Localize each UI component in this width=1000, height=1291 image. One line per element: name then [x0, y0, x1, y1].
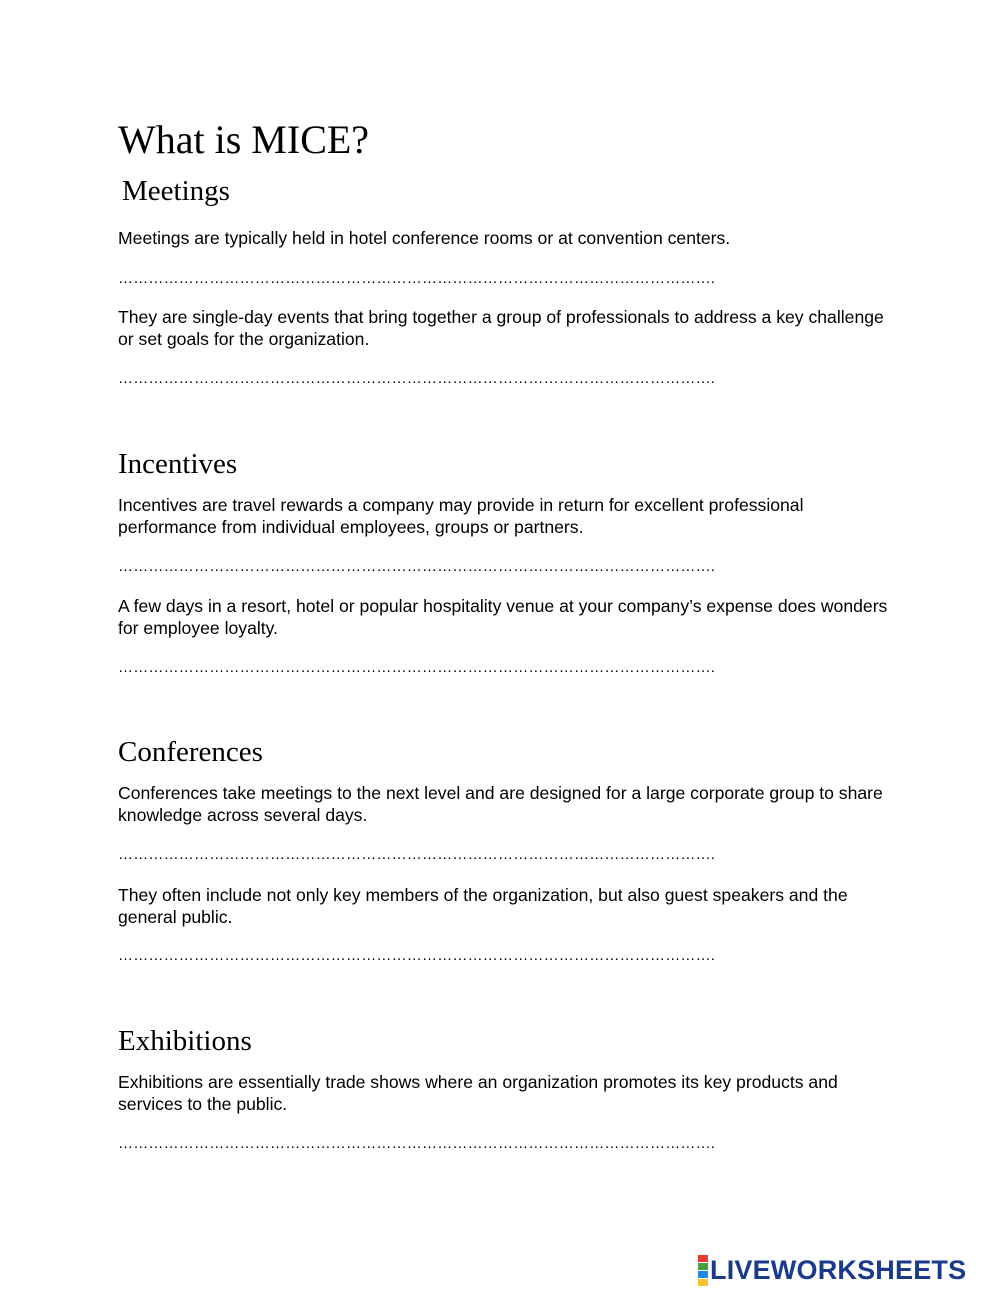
logo-block-yellow	[698, 1279, 708, 1286]
answer-line-conferences-1[interactable]: ……………………………………………………………………………………………………….	[118, 846, 716, 863]
answer-line-exhibitions-1[interactable]: ……………………………………………………………………………………………………….	[118, 1135, 716, 1152]
statement-conferences-2: They often include not only key members of the organization, but also guest speakers and the general public.	[118, 885, 848, 927]
section-heading-incentives: Incentives	[118, 448, 238, 480]
logo-block-blue	[698, 1271, 708, 1278]
statement-conferences-1: Conferences take meetings to the next level and are designed for a large corporate group to share knowledge across several days.	[118, 783, 883, 825]
statement-exhibitions-1: Exhibitions are essentially trade shows where an organization promotes its key products and services to the public.	[118, 1072, 838, 1114]
answer-line-incentives-2[interactable]: ……………………………………………………………………………………………………….	[118, 659, 716, 676]
statement-meetings-2: They are single-day events that bring together a group of professionals to address a key challenge or set goals for the organization.	[118, 307, 884, 349]
answer-line-conferences-2[interactable]: ……………………………………………………………………………………………………….	[118, 947, 716, 964]
answer-line-meetings-1[interactable]: ……………………………………………………………………………………………………….	[118, 270, 716, 287]
answer-line-incentives-1[interactable]: ……………………………………………………………………………………………………….	[118, 558, 716, 575]
page-title: What is MICE?	[118, 117, 370, 162]
logo-block-green	[698, 1263, 708, 1270]
logo-block-red	[698, 1255, 708, 1262]
answer-line-meetings-2[interactable]: ……………………………………………………………………………………………………….	[118, 370, 716, 387]
section-heading-meetings: Meetings	[122, 175, 230, 207]
liveworksheets-logo[interactable]	[698, 1256, 966, 1284]
logo-text: LIVEWORKSHEETS	[710, 1255, 967, 1285]
statement-meetings-1: Meetings are typically held in hotel conference rooms or at convention centers.	[118, 228, 731, 248]
section-heading-exhibitions: Exhibitions	[118, 1025, 252, 1057]
statement-incentives-2: A few days in a resort, hotel or popular hospitality venue at your company’s expense does wonders for employee loyalty.	[118, 596, 888, 638]
logo-blocks-icon	[698, 1255, 708, 1286]
section-heading-conferences: Conferences	[118, 736, 263, 768]
statement-incentives-1: Incentives are travel rewards a company may provide in return for excellent professional performance from individual employees, groups or partners.	[118, 495, 804, 537]
